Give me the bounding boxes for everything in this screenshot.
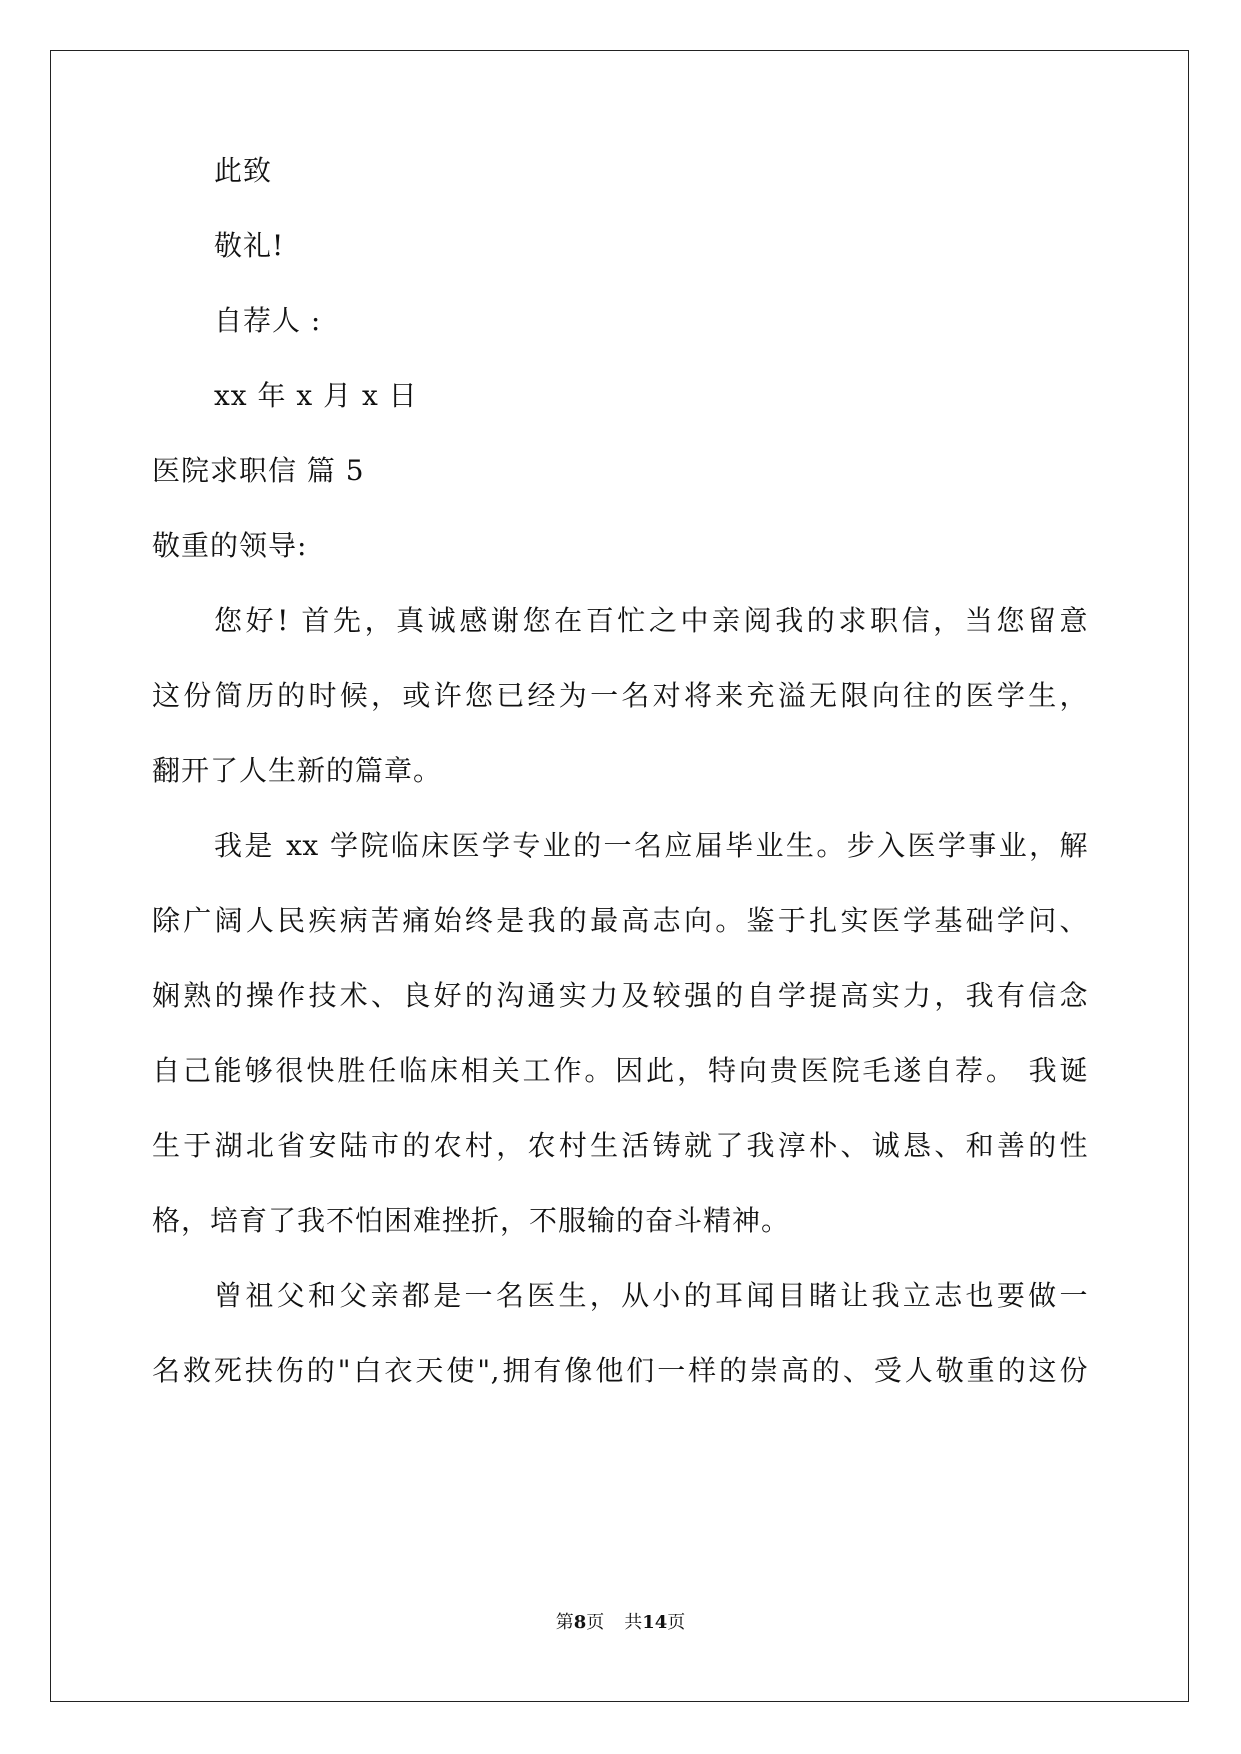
paragraph2-line: 我是 xx 学院临床医学专业的一名应届毕业生。步入医学事业，解 bbox=[214, 829, 1088, 862]
footer-prefix: 第 bbox=[555, 1612, 574, 1633]
greeting-text: 敬重的领导: bbox=[152, 529, 308, 562]
current-page-number: 8 bbox=[573, 1612, 587, 1633]
paragraph2-line: 自己能够很快胜任临床相关工作。因此，特向贵医院毛遂自荐。 我诞 bbox=[152, 1054, 1088, 1087]
footer-total-prefix: 共 bbox=[624, 1612, 643, 1633]
paragraph1-line: 翻开了人生新的篇章。 bbox=[152, 754, 443, 787]
total-pages-number: 14 bbox=[642, 1612, 668, 1633]
page-footer bbox=[0, 1612, 1241, 1634]
page-border bbox=[50, 50, 1189, 1702]
paragraph1-line: 这份简历的时候，或许您已经为一名对将来充溢无限向往的医学生， bbox=[152, 679, 1088, 712]
paragraph2-line: 娴熟的操作技术、良好的沟通实力及较强的自学提高实力，我有信念 bbox=[152, 979, 1088, 1012]
date-text: xx 年 x 月 x 日 bbox=[214, 379, 418, 412]
paragraph3-line: 名救死扶伤的"白衣天使",拥有像他们一样的崇高的、受人敬重的这份 bbox=[152, 1354, 1088, 1387]
footer-total-suffix: 页 bbox=[667, 1612, 686, 1633]
section-title: 医院求职信 篇 5 bbox=[152, 454, 365, 487]
paragraph2-line: 生于湖北省安陆市的农村，农村生活铸就了我淳朴、诚恳、和善的性 bbox=[152, 1129, 1088, 1162]
regards-text: 敬礼! bbox=[214, 229, 285, 262]
paragraph1-line: 您好! 首先，真诚感谢您在百忙之中亲阅我的求职信，当您留意 bbox=[214, 604, 1088, 637]
paragraph2-line: 除广阔人民疾病苦痛始终是我的最高志向。鉴于扎实医学基础学问、 bbox=[152, 904, 1088, 937]
signer-text: 自荐人 : bbox=[214, 304, 322, 337]
paragraph3-line: 曾祖父和父亲都是一名医生，从小的耳闻目睹让我立志也要做一 bbox=[214, 1279, 1088, 1312]
footer-page-word: 页 bbox=[586, 1612, 605, 1633]
paragraph2-line: 格，培育了我不怕困难挫折，不服输的奋斗精神。 bbox=[152, 1204, 791, 1237]
salutation-text: 此致 bbox=[214, 154, 273, 187]
